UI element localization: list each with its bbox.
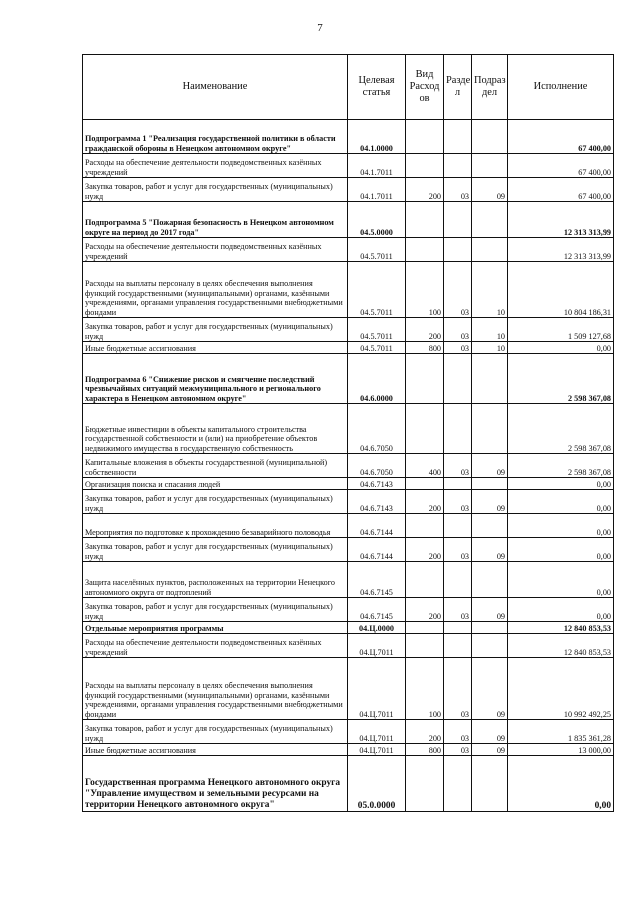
- row-name: Закупка товаров, работ и услуг для государственных (муниципальных) нужд: [83, 490, 348, 514]
- row-name: Закупка товаров, работ и услуг для государственных (муниципальных) нужд: [83, 318, 348, 342]
- row-name: Мероприятия по подготовке к прохождению безаварийного половодья: [83, 514, 348, 538]
- row-name: Организация поиска и спасания людей: [83, 478, 348, 490]
- row-execution-amount: 0,00: [508, 756, 614, 812]
- table-row: [83, 756, 614, 812]
- row-expense-type: [406, 634, 444, 658]
- row-execution-amount: 1 509 127,68: [508, 318, 614, 342]
- row-section: 03: [444, 538, 472, 562]
- row-expense-type: 100: [406, 262, 444, 318]
- row-section: [444, 404, 472, 454]
- row-target-article: 04.6.7144: [348, 514, 406, 538]
- row-expense-type: 200: [406, 538, 444, 562]
- table-row: [83, 514, 614, 538]
- row-execution-amount: 1 835 361,28: [508, 720, 614, 744]
- row-expense-type: 200: [406, 598, 444, 622]
- row-execution-amount: 67 400,00: [508, 120, 614, 154]
- row-subsection: [472, 354, 508, 404]
- table-row: [83, 634, 614, 658]
- row-name: Подпрограмма 1 "Реализация государственной политики в области гражданской обороны в Ненецком автономном округе": [83, 120, 348, 154]
- row-target-article: 04.Ц.7011: [348, 634, 406, 658]
- row-execution-amount: 0,00: [508, 562, 614, 598]
- row-subsection: 09: [472, 720, 508, 744]
- row-expense-type: [406, 120, 444, 154]
- row-target-article: 04.Ц.7011: [348, 744, 406, 756]
- row-name: Бюджетные инвестиции в объекты капитального строительства государственной собственности и (или) на приобретение объектов недвижимого имущества в государственную собственность: [83, 404, 348, 454]
- row-expense-type: [406, 562, 444, 598]
- row-name: Закупка товаров, работ и услуг для государственных (муниципальных) нужд: [83, 598, 348, 622]
- row-target-article: 04.6.7145: [348, 562, 406, 598]
- row-execution-amount: 12 840 853,53: [508, 634, 614, 658]
- table-row: [83, 454, 614, 478]
- row-section: 03: [444, 178, 472, 202]
- row-expense-type: 400: [406, 454, 444, 478]
- row-execution-amount: 0,00: [508, 538, 614, 562]
- row-section: [444, 562, 472, 598]
- row-subsection: 09: [472, 490, 508, 514]
- row-section: 03: [444, 490, 472, 514]
- row-section: 03: [444, 720, 472, 744]
- row-expense-type: 200: [406, 318, 444, 342]
- row-name: Защита населённых пунктов, расположенных на территории Ненецкого автономного округа от подтоплений: [83, 562, 348, 598]
- table-row: [83, 342, 614, 354]
- table-row: [83, 354, 614, 404]
- row-section: [444, 756, 472, 812]
- row-name: Государственная программа Ненецкого автономного округа "Управление имуществом и земельными ресурсами на территории Ненецкого автономного округа": [83, 756, 348, 812]
- row-expense-type: [406, 238, 444, 262]
- row-subsection: 10: [472, 262, 508, 318]
- row-target-article: 04.5.0000: [348, 202, 406, 238]
- row-expense-type: [406, 756, 444, 812]
- row-name: Расходы на обеспечение деятельности подведомственных казённых учреждений: [83, 238, 348, 262]
- row-execution-amount: 2 598 367,08: [508, 454, 614, 478]
- row-execution-amount: 10 992 492,25: [508, 658, 614, 720]
- row-expense-type: 200: [406, 178, 444, 202]
- row-target-article: 04.1.0000: [348, 120, 406, 154]
- page-number: 7: [317, 22, 323, 34]
- row-execution-amount: 2 598 367,08: [508, 354, 614, 404]
- table-row: [83, 744, 614, 756]
- row-execution-amount: 0,00: [508, 490, 614, 514]
- row-subsection: [472, 238, 508, 262]
- row-subsection: 10: [472, 318, 508, 342]
- table-row: [83, 120, 614, 154]
- row-target-article: 04.5.7011: [348, 342, 406, 354]
- row-target-article: 04.6.7050: [348, 404, 406, 454]
- table-body: [83, 120, 614, 812]
- table-row: [83, 622, 614, 634]
- row-target-article: 05.0.0000: [348, 756, 406, 812]
- row-subsection: [472, 478, 508, 490]
- table-row: [83, 318, 614, 342]
- row-subsection: [472, 756, 508, 812]
- row-subsection: 09: [472, 178, 508, 202]
- row-name: Закупка товаров, работ и услуг для государственных (муниципальных) нужд: [83, 538, 348, 562]
- row-target-article: 04.5.7011: [348, 238, 406, 262]
- row-target-article: 04.6.7145: [348, 598, 406, 622]
- row-name: Закупка товаров, работ и услуг для государственных (муниципальных) нужд: [83, 720, 348, 744]
- row-section: 03: [444, 262, 472, 318]
- row-target-article: 04.Ц.0000: [348, 622, 406, 634]
- table-row: [83, 562, 614, 598]
- row-section: [444, 154, 472, 178]
- row-subsection: 10: [472, 342, 508, 354]
- row-expense-type: [406, 404, 444, 454]
- row-section: 03: [444, 454, 472, 478]
- row-name: Подпрограмма 6 "Снижение рисков и смягчение последствий чрезвычайных ситуаций межмуниципального и регионального характера в Ненецком автономном округе": [83, 354, 348, 404]
- row-name: Иные бюджетные ассигнования: [83, 342, 348, 354]
- row-section: [444, 622, 472, 634]
- row-target-article: 04.6.7143: [348, 478, 406, 490]
- row-name: Иные бюджетные ассигнования: [83, 744, 348, 756]
- table-header-row: [83, 55, 614, 120]
- row-execution-amount: 0,00: [508, 342, 614, 354]
- row-subsection: [472, 562, 508, 598]
- row-subsection: [472, 404, 508, 454]
- row-section: [444, 202, 472, 238]
- row-target-article: 04.6.7144: [348, 538, 406, 562]
- row-section: 03: [444, 318, 472, 342]
- row-expense-type: 200: [406, 720, 444, 744]
- row-expense-type: [406, 154, 444, 178]
- row-execution-amount: 2 598 367,08: [508, 404, 614, 454]
- row-name: Расходы на обеспечение деятельности подведомственных казённых учреждений: [83, 634, 348, 658]
- row-expense-type: [406, 478, 444, 490]
- row-section: 03: [444, 598, 472, 622]
- table-row: [83, 490, 614, 514]
- row-subsection: [472, 622, 508, 634]
- row-subsection: 09: [472, 744, 508, 756]
- row-section: [444, 120, 472, 154]
- row-subsection: [472, 154, 508, 178]
- row-subsection: [472, 120, 508, 154]
- row-section: 03: [444, 342, 472, 354]
- row-section: 03: [444, 658, 472, 720]
- table-row: [83, 202, 614, 238]
- row-target-article: 04.6.7143: [348, 490, 406, 514]
- row-execution-amount: 0,00: [508, 478, 614, 490]
- header-name: Наименование: [83, 55, 348, 120]
- row-name: Расходы на выплаты персоналу в целях обеспечения выполнения функций государственными (муниципальными) органами, казёнными учреждениями, органами управления государственными внебюджетными фондами: [83, 262, 348, 318]
- row-expense-type: [406, 354, 444, 404]
- row-execution-amount: 0,00: [508, 598, 614, 622]
- row-target-article: 04.Ц.7011: [348, 720, 406, 744]
- row-subsection: [472, 514, 508, 538]
- budget-execution-table: [82, 54, 614, 812]
- row-subsection: 09: [472, 658, 508, 720]
- row-execution-amount: 13 000,00: [508, 744, 614, 756]
- row-subsection: [472, 202, 508, 238]
- row-execution-amount: 0,00: [508, 514, 614, 538]
- row-section: 03: [444, 744, 472, 756]
- table-row: [83, 178, 614, 202]
- table-row: [83, 154, 614, 178]
- row-execution-amount: 12 313 313,99: [508, 238, 614, 262]
- header-execution: Исполнение: [508, 55, 614, 120]
- row-expense-type: [406, 514, 444, 538]
- header-expense-type: Вид Расход ов: [406, 55, 444, 120]
- row-expense-type: [406, 202, 444, 238]
- row-subsection: 09: [472, 454, 508, 478]
- row-target-article: 04.6.0000: [348, 354, 406, 404]
- row-execution-amount: 67 400,00: [508, 154, 614, 178]
- table-row: [83, 262, 614, 318]
- table-row: [83, 538, 614, 562]
- row-target-article: 04.1.7011: [348, 154, 406, 178]
- row-subsection: [472, 634, 508, 658]
- row-name: Расходы на выплаты персоналу в целях обеспечения выполнения функций государственными (муниципальными) органами, казёнными учреждениями, органами управления государственными внебюджетными фондами: [83, 658, 348, 720]
- row-name: Подпрограмма 5 "Пожарная безопасность в Ненецком автономном округе на период до 2017 года": [83, 202, 348, 238]
- table-row: [83, 238, 614, 262]
- row-name: Капитальные вложения в объекты государственной (муниципальной) собственности: [83, 454, 348, 478]
- row-section: [444, 478, 472, 490]
- table-row: [83, 598, 614, 622]
- table-row: [83, 720, 614, 744]
- row-execution-amount: 67 400,00: [508, 178, 614, 202]
- row-section: [444, 354, 472, 404]
- table-row: [83, 478, 614, 490]
- header-section: Разде л: [444, 55, 472, 120]
- row-expense-type: 800: [406, 744, 444, 756]
- row-expense-type: 800: [406, 342, 444, 354]
- row-execution-amount: 12 840 853,53: [508, 622, 614, 634]
- row-name: Расходы на обеспечение деятельности подведомственных казённых учреждений: [83, 154, 348, 178]
- row-execution-amount: 12 313 313,99: [508, 202, 614, 238]
- row-target-article: 04.1.7011: [348, 178, 406, 202]
- row-execution-amount: 10 804 186,31: [508, 262, 614, 318]
- row-target-article: 04.6.7050: [348, 454, 406, 478]
- table-row: [83, 658, 614, 720]
- row-name: Отдельные мероприятия программы: [83, 622, 348, 634]
- row-expense-type: 200: [406, 490, 444, 514]
- row-section: [444, 514, 472, 538]
- row-section: [444, 634, 472, 658]
- row-expense-type: 100: [406, 658, 444, 720]
- table-row: [83, 404, 614, 454]
- row-name: Закупка товаров, работ и услуг для государственных (муниципальных) нужд: [83, 178, 348, 202]
- row-target-article: 04.5.7011: [348, 262, 406, 318]
- header-target-article: Целевая статья: [348, 55, 406, 120]
- header-subsection: Подраз дел: [472, 55, 508, 120]
- row-subsection: 09: [472, 598, 508, 622]
- row-subsection: 09: [472, 538, 508, 562]
- row-expense-type: [406, 622, 444, 634]
- row-target-article: 04.5.7011: [348, 318, 406, 342]
- row-section: [444, 238, 472, 262]
- row-target-article: 04.Ц.7011: [348, 658, 406, 720]
